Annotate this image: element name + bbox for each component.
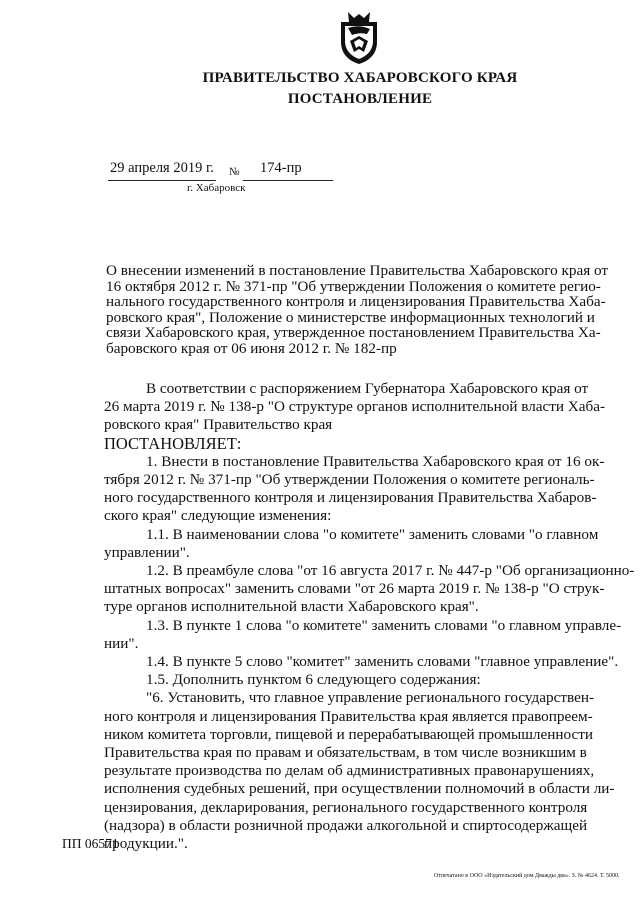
document-number: 174-пр — [260, 160, 302, 176]
body-line: тября 2012 г. № 371-пр "Об утверждении Положения о комитете региональ- — [104, 471, 595, 489]
body-line: управлении". — [104, 543, 190, 561]
subject-line: нального государственного контроля и лицензирования Правительства Хаба- — [106, 293, 606, 311]
date-underline — [108, 180, 216, 181]
body-line: исполнения судебных решений, при осуществлении полномочий в области ли- — [104, 780, 615, 798]
government-title: ПРАВИТЕЛЬСТВО ХАБАРОВСКОГО КРАЯ — [202, 70, 518, 86]
subject-line: ровского края", Положение о министерстве информационных технологий и — [106, 308, 595, 326]
subject-line: О внесении изменений в постановление Правительства Хабаровского края от — [106, 262, 609, 279]
resolves-heading: ПОСТАНОВЛЯЕТ: — [104, 433, 242, 453]
body-line: ного государственного контроля и лицензирования Правительства Хабаров- — [104, 489, 597, 507]
body-line: ником комитета торговли, пищевой и перерабатывающей промышленности — [104, 725, 593, 743]
subject-line: 16 октября 2012 г. № 371-пр "Об утверждении Положения о комитете регио- — [106, 277, 601, 295]
body-line: 1.2. В преамбуле слова "от 16 августа 2017 г. № 447-р "Об организационно- — [146, 562, 635, 580]
subject-line: баровского края от 06 июня 2012 г. № 182-пр — [106, 339, 397, 357]
body-line: В соответствии с распоряжением Губернатора Хабаровского края от — [146, 380, 589, 397]
body-line: 26 марта 2019 г. № 138-р "О структуре органов исполнительной власти Хаба- — [104, 398, 606, 416]
document-type: ПОСТАНОВЛЕНИЕ — [287, 91, 433, 107]
coat-of-arms-icon — [334, 8, 384, 66]
print-note: Отпечатано в ООО «Издательский дом Дважды два». З. № 4624. Т. 5000. — [434, 873, 620, 879]
body-line: цензирования, декларирования, регионального государственного контроля — [104, 798, 588, 816]
body-line: Правительства края по правам и обязательствам, в том числе возникшим в — [104, 744, 587, 762]
document-code: ПП 06571 — [62, 836, 119, 851]
number-label: № — [229, 166, 240, 178]
document-date: 29 апреля 2019 г. — [110, 160, 214, 176]
body-line: штатных вопросах" заменить словами "от 26 марта 2019 г. № 138-р "О струк- — [104, 580, 605, 598]
body-line: 1.5. Дополнить пунктом 6 следующего содержания: — [146, 671, 481, 689]
body-line: (надзора) в области розничной продажи алкогольной и спиртосодержащей — [104, 816, 588, 834]
body-line: результате производства по делам об административных правонарушениях, — [104, 762, 595, 780]
body-line: продукции.". — [104, 835, 188, 853]
number-underline — [243, 180, 333, 181]
body-line: ровского края" Правительство края — [104, 416, 333, 434]
city-name: г. Хабаровск — [187, 182, 246, 194]
body-line: 1.3. В пункте 1 слова "о комитете" заменить словами "о главном управле- — [146, 616, 622, 634]
subject-line: связи Хабаровского края, утвержденное постановлением Правительства Ха- — [106, 324, 601, 342]
document-subject — [106, 263, 614, 357]
document-body — [104, 380, 635, 853]
body-line: 1.4. В пункте 5 слово "комитет" заменить словами "главное управление". — [146, 653, 619, 671]
body-line: 1. Внести в постановление Правительства Хабаровского края от 16 ок- — [146, 452, 605, 470]
body-line: 1.1. В наименовании слова "о комитете" заменить словами "о главном — [146, 525, 599, 543]
body-line: нии". — [104, 634, 139, 652]
body-line: туре органов исполнительной власти Хабаровского края". — [104, 598, 479, 616]
body-line: "6. Установить, что главное управление регионального государствен- — [146, 689, 594, 707]
body-line: ного контроля и лицензирования Правительства края является правопреем- — [104, 707, 593, 725]
body-line: ского края" следующие изменения: — [104, 507, 332, 525]
